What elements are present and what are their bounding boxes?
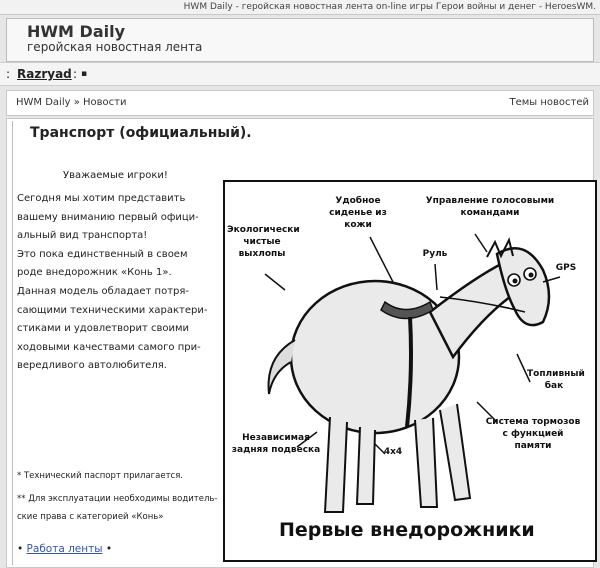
post-line: ходовыми качествами самого при- (17, 341, 201, 353)
user-bar (0, 62, 600, 86)
user-suffix: : (73, 67, 78, 81)
post-title: Транспорт (официальный). (30, 125, 252, 141)
breadcrumb-path[interactable]: HWM Daily » Новости (16, 97, 127, 108)
news-topics-link[interactable]: Темы новостей (509, 97, 589, 108)
cartoon-caption: Первые внедорожники (279, 519, 535, 541)
label-4x4: 4x4 (383, 447, 403, 457)
label-voice-control: Управление голосовыми командами (425, 196, 555, 218)
site-title[interactable]: HWM Daily (27, 22, 126, 41)
username-link[interactable]: Razryad (17, 67, 72, 81)
footer-bullet: • (17, 543, 24, 555)
post-line: Это пока единственный в своем (17, 248, 188, 260)
post-line: роде внедорожник «Конь 1». (17, 267, 172, 279)
site-header (6, 18, 594, 62)
content-divider (12, 121, 13, 565)
post-greeting: Уважаемые игроки! (63, 170, 168, 181)
label-wheel: Руль (422, 249, 448, 259)
post-body (17, 190, 221, 376)
post-line: сающими техническими характери- (17, 304, 208, 316)
user-marker: ▪ (81, 69, 88, 79)
post-footer (17, 543, 112, 555)
note-license: ** Для эксплуатации необходимы водитель-ские права с категорией «Конь» (17, 494, 218, 522)
feed-info-link[interactable]: Работа ленты (26, 543, 103, 555)
note-passport: * Технический паспорт прилагается. (17, 471, 184, 481)
post-line: вашему вниманию первый офици- (17, 211, 199, 223)
label-gps: GPS (555, 263, 577, 273)
news-post (6, 118, 594, 568)
post-line: Сегодня мы хотим представить (17, 193, 186, 204)
user-prefix: : (6, 67, 11, 81)
label-suspension: Независимая задняя подвеска (231, 433, 321, 455)
page-title-text: HWM Daily - геройская новостная лента on-line игры Герои войны и денег - HeroesWM. (183, 2, 596, 12)
footer-bullet: • (105, 543, 113, 555)
breadcrumb (6, 90, 594, 116)
post-line: стиками и удовлетворит своими (17, 323, 190, 335)
label-brakes: Система тормозов с функцией памяти (485, 417, 581, 451)
post-line: альный вид транспорта! (17, 230, 148, 242)
browser-title-bar (0, 0, 600, 15)
horse-cartoon-image (223, 180, 597, 562)
site-subtitle: геройская новостная лента (27, 40, 203, 54)
post-line: вередливого автолюбителя. (17, 360, 167, 372)
label-eco-exhaust: Экологически чистые выхлопы (227, 225, 300, 259)
label-fuel-tank: Топливный бак (527, 369, 585, 391)
post-line: Данная модель обладает потря- (17, 285, 189, 297)
label-seat: Удобное сиденье из кожи (329, 196, 387, 230)
